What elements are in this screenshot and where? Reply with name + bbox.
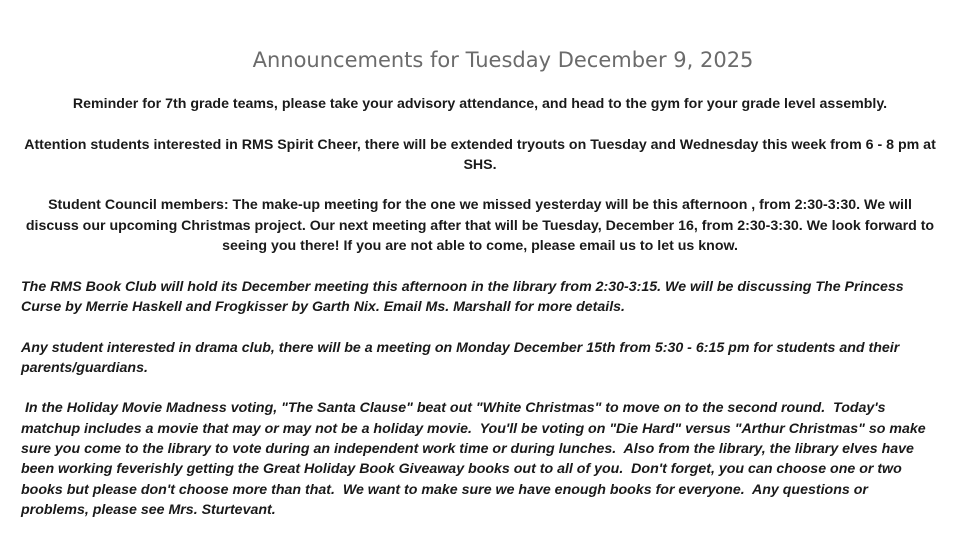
announcement-drama-club: Any student interested in drama club, there will be a meeting on Monday December 15th from 5:30 - 6:15 pm for students and their parents/guardians. [21,339,900,376]
announcement-7th-grade-assembly: Reminder for 7th grade teams, please take your advisory attendance, and head to the gym for your grade level assembly. [72,96,888,112]
announcement-spirit-cheer: Attention students interested in RMS Spirit Cheer, there will be extended tryouts on Tuesday and Wednesday this week from 6 - 8 pm at SHS. [24,136,936,173]
announcement-student-council: Student Council members: The make-up meeting for the one we missed yesterday will be this afternoon , from 2:30-3:30. We will discuss our upcoming Christmas project. Our next meeting after that will be Tuesday, December 16, from 2:30-3:30. We look forward to seeing you there! If you are not able to come, please email us to let us know. [25,197,935,255]
announcement-holiday-movie-madness: In the Holiday Movie Madness voting, "The Santa Clause" beat out "White Christmas" to move on to the second round. Today's matchup includes a movie that may or may not be a holiday movie. You'll be voting on "Die Hard" versus "Arthur Christmas" so make sure you come to the library to vote during an independent work time or during lunches. Also from the library, the library elves have been working feverishly getting the Great Holiday Book Giveaway books out to all of you. Don't forget, you can choose one or two books but please don't choose more than that. We want to make sure we have enough books for everyone. Any questions or problems, please see Mrs. Sturtevant. [21,400,930,518]
announcements-body [0,94,960,541]
slide-title: Announcements for Tuesday December 9, 2025 [252,48,754,72]
announcement-book-club: The RMS Book Club will hold its December meeting this afternoon in the library from 2:30-3:15. We will be discussing The Princess Curse by Merrie Haskell and Frogkisser by Garth Nix. Email Ms. Marshall for more details. [21,278,904,315]
